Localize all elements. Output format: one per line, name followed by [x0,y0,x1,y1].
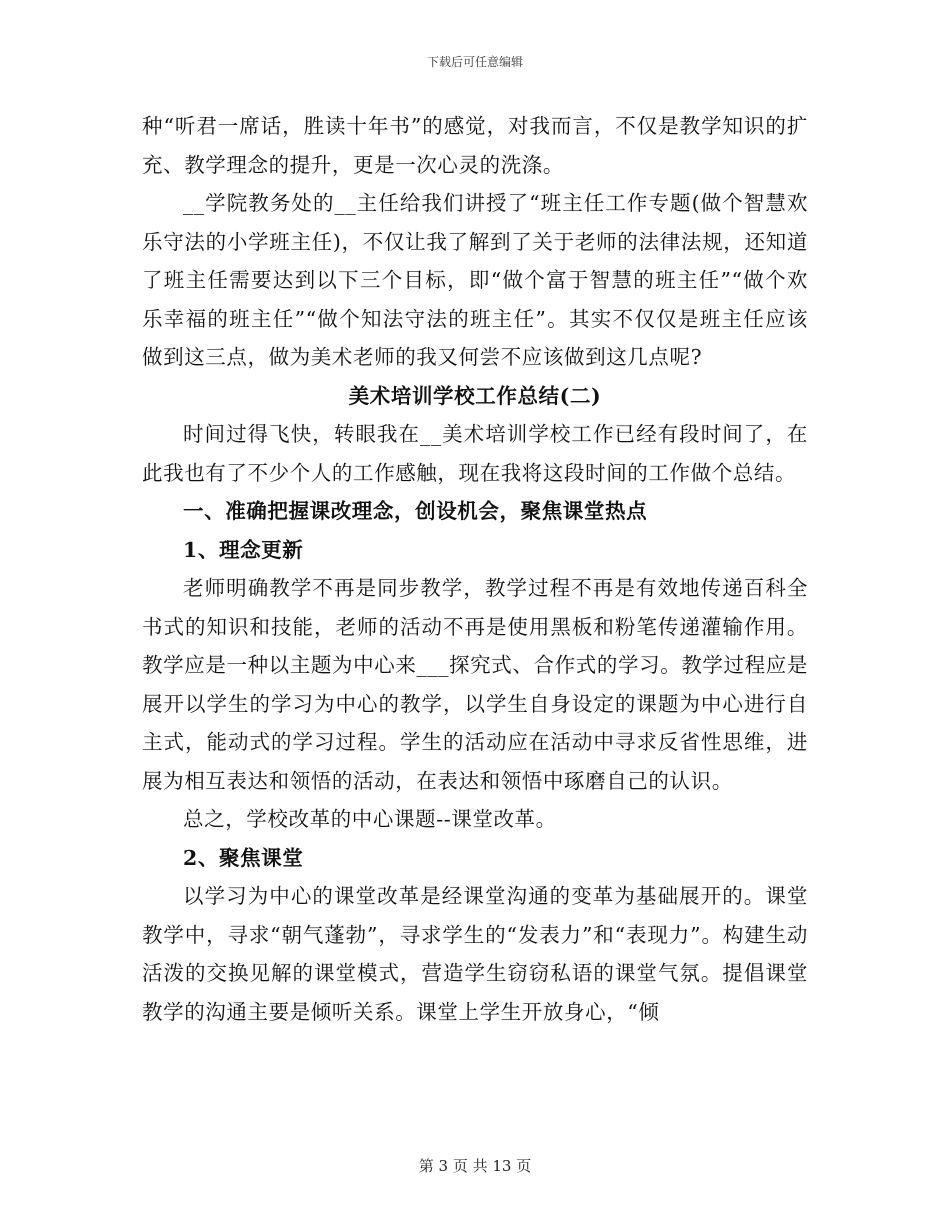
paragraph-summary: 总之，学校改革的中心课题--课堂改革。 [183,807,557,831]
paragraph-classroom: 以学习为中心的课堂改革是经课堂沟通的变革为基础展开的。课堂教学中，寻求“朝气蓬勃”，寻求学生的“发表力”和“表现力”。构建生动活泼的交换见解的课堂模式，营造学生窃窃私语的课堂气氛。提倡课堂教学的沟通主要是倾听关系。课堂上学生开放身心，“倾 [142,884,808,1024]
document-body [142,107,808,1031]
heading-level-1: 一、准确把握课改理念，创设机会，聚焦课堂热点 [183,499,648,523]
heading-focus-classroom: 2、聚焦课堂 [183,845,304,870]
paragraph-intro: 时间过得飞快，转眼我在__美术培训学校工作已经有段时间了，在此我也有了不少个人的工作感触，现在我将这段时间的工作做个总结。 [142,422,808,485]
paragraph-continuation: 种“听君一席话，胜读十年书”的感觉，对我而言，不仅是教学知识的扩充、教学理念的提升，更是一次心灵的洗涤。 [142,114,808,177]
page-header-note: 下载后可任意编辑 [426,55,523,69]
page-number: 第 3 页 共 13 页 [418,1157,532,1175]
paragraph-concept: 老师明确教学不再是同步教学，教学过程不再是有效地传递百科全书式的知识和技能，老师的活动不再是使用黑板和粉笔传递灌输作用。教学应是一种以主题为中心来___探究式、合作式的学习。教学过程应是展开以学生的学习为中心的教学，以学生自身设定的课题为中心进行自主式，能动式的学习过程。学生的活动应在活动中寻求反省性思维，进展为相互表达和领悟的活动，在表达和领悟中琢磨自己的认识。 [142,576,808,793]
heading-concept-update: 1、理念更新 [183,537,304,562]
paragraph-lecture: __学院教务处的__主任给我们讲授了“班主任工作专题(做个智慧欢乐守法的小学班主任)，不仅让我了解到了关于老师的法律法规，还知道了班主任需要达到以下三个目标，即“做个富于智慧的班主任”“做个欢乐幸福的班主任”“做个知法守法的班主任”。其实不仅仅是班主任应该做到这三点，做为美术老师的我又何尝不应该做到这几点呢? [142,191,808,369]
section-title: 美术培训学校工作总结(二) [348,383,602,408]
